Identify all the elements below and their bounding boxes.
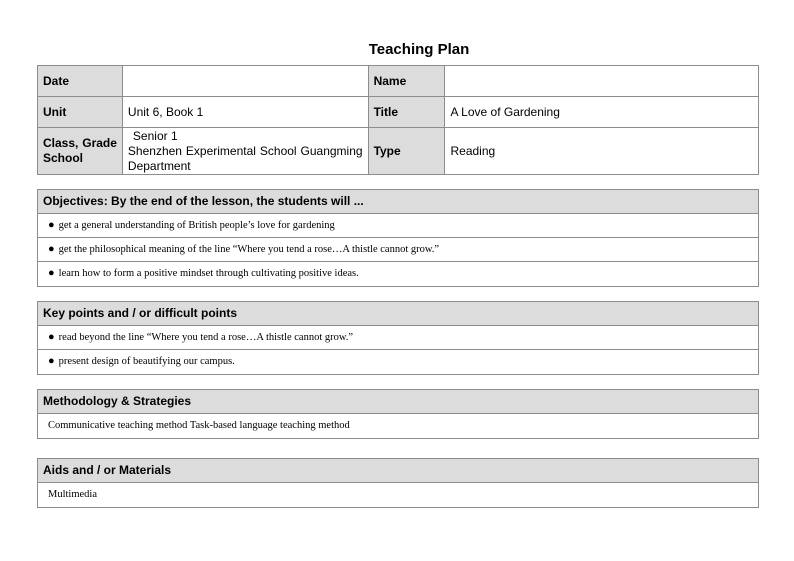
objective-item-2 — [38, 238, 758, 262]
keypoint-item-1 — [38, 326, 758, 350]
type-label: Type — [368, 128, 445, 175]
title-value: A Love of Gardening — [445, 97, 759, 128]
objectives-heading: Objectives: By the end of the lesson, the students will ... — [38, 190, 758, 214]
bullet-icon: ● — [48, 355, 55, 367]
objective-text-1: get a general understanding of British people’s love for gardening — [58, 220, 335, 231]
class-line-1: Senior 1 — [132, 128, 178, 143]
objective-item-3 — [38, 262, 758, 286]
aids-heading: Aids and / or Materials — [38, 459, 758, 483]
name-label: Name — [368, 66, 445, 97]
date-value[interactable] — [122, 66, 368, 97]
page-title: Teaching Plan — [368, 41, 470, 58]
bullet-icon: ● — [48, 219, 55, 231]
type-value: Reading — [445, 128, 759, 175]
keypoint-item-2 — [38, 350, 758, 374]
class-value — [122, 128, 368, 175]
info-row-date — [38, 66, 759, 97]
unit-label: Unit — [38, 97, 123, 128]
keypoints-heading: Key points and / or difficult points — [38, 302, 758, 326]
name-value[interactable] — [445, 66, 759, 97]
info-row-class — [38, 128, 759, 175]
bullet-icon: ● — [48, 267, 55, 279]
objective-text-3: learn how to form a positive mindset through cultivating positive ideas. — [58, 268, 359, 279]
keypoint-text-1: read beyond the line “Where you tend a rose…A thistle cannot grow.” — [58, 332, 354, 343]
date-label: Date — [38, 66, 123, 97]
methodology-heading: Methodology & Strategies — [38, 390, 758, 414]
objectives-section — [37, 189, 759, 287]
methodology-text: Communicative teaching method Task-based language teaching method — [48, 420, 350, 431]
objective-item-1 — [38, 214, 758, 238]
aids-text: Multimedia — [48, 489, 97, 500]
methodology-section — [37, 389, 759, 439]
info-table — [37, 65, 759, 175]
bullet-icon: ● — [48, 331, 55, 343]
class-line-2: Shenzhen Experimental School Guangming — [127, 143, 363, 158]
class-label — [38, 128, 123, 175]
info-row-unit — [38, 97, 759, 128]
objective-text-2: get the philosophical meaning of the line “Where you tend a rose…A thistle cannot grow.” — [58, 244, 440, 255]
unit-value: Unit 6, Book 1 — [122, 97, 368, 128]
bullet-icon: ● — [48, 243, 55, 255]
class-label-text: Class, Grade School — [43, 136, 117, 165]
title-label: Title — [368, 97, 445, 128]
class-line-3: Department — [127, 158, 191, 173]
keypoints-section — [37, 301, 759, 375]
keypoint-text-2: present design of beautifying our campus. — [58, 356, 235, 367]
aids-section — [37, 458, 759, 508]
